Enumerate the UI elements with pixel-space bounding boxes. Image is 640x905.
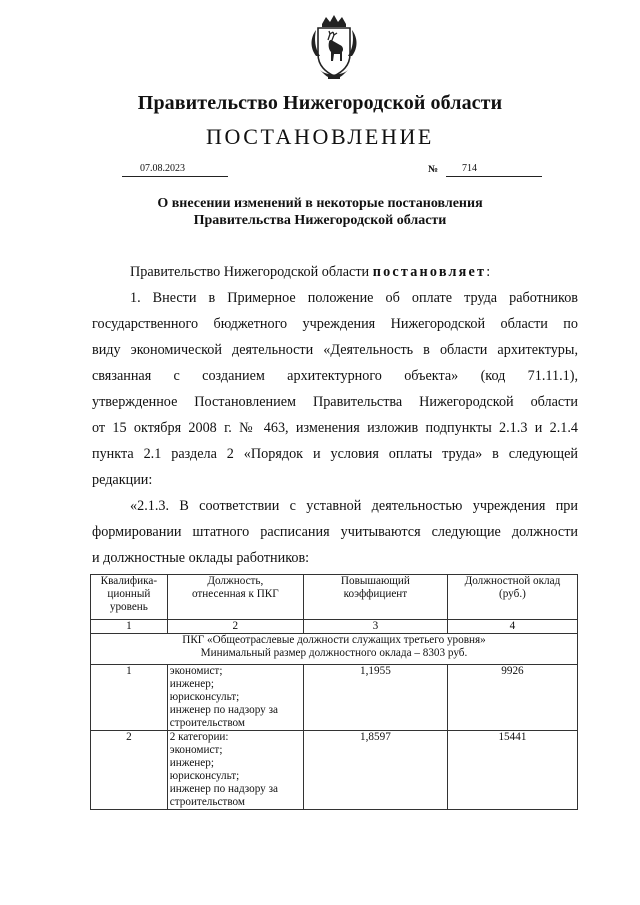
quote-line: формировании штатного расписания учитываются следующие должности xyxy=(92,524,578,540)
position-item: инженер по надзору за xyxy=(169,704,278,716)
salary-cell: 9926 xyxy=(447,665,577,731)
group-row xyxy=(91,634,578,665)
position-item: строительством xyxy=(169,717,245,729)
group-min-salary: Минимальный размер должностного оклада – 8303 руб. xyxy=(200,647,468,659)
document-date: 07.08.2023 xyxy=(122,162,228,177)
title-line-2: Правительства Нижегородской области xyxy=(193,213,447,228)
level-cell: 2 xyxy=(91,731,168,810)
coefficient-cell: 1,1955 xyxy=(303,665,447,731)
intro-prefix: Правительство Нижегородской области xyxy=(130,264,373,280)
government-name: Правительство Нижегородской области xyxy=(137,92,503,114)
group-cell xyxy=(91,634,578,665)
document-number: 714 xyxy=(446,162,542,177)
position-item: экономист; xyxy=(169,744,223,756)
header-line: Квалифика- xyxy=(100,575,158,587)
salary-cell: 15441 xyxy=(447,731,577,810)
position-item: экономист; xyxy=(169,665,223,677)
header-line: ционный xyxy=(107,588,151,600)
table-row xyxy=(91,731,578,810)
positions-cell xyxy=(167,665,303,731)
position-item: инженер; xyxy=(169,678,214,690)
document-type: ПОСТАНОВЛЕНИЕ xyxy=(206,124,434,149)
paragraph-1-line: 1. Внести в Примерное положение об оплате труда работников xyxy=(130,290,578,306)
position-item: строительством xyxy=(169,796,245,808)
header-line: Должностной оклад xyxy=(464,575,561,587)
table-row xyxy=(91,665,578,731)
position-item: юрисконсульт; xyxy=(169,770,240,782)
header-line: (руб.) xyxy=(499,588,526,600)
intro-resolves: постановляет xyxy=(372,264,487,280)
column-number: 4 xyxy=(447,620,577,634)
column-number-row xyxy=(91,620,578,634)
column-number: 2 xyxy=(167,620,303,634)
header-salary xyxy=(447,575,577,620)
document-title xyxy=(0,195,640,229)
intro-paragraph xyxy=(92,259,578,285)
number-label: № xyxy=(428,164,439,175)
paragraph-1-line: пункта 2.1 раздела 2 «Порядок и условия оплаты труда» в следующей xyxy=(92,446,578,462)
quote-line: «2.1.3. В соответствии с уставной деятельностью учреждения при xyxy=(130,498,578,514)
position-item: юрисконсульт; xyxy=(169,691,240,703)
paragraph-1-line: государственного бюджетного учреждения Нижегородской области по xyxy=(92,316,578,332)
paragraph-1-line: от 15 октября 2008 г. № 463, изменения изложив подпункты 2.1.3 и 2.1.4 xyxy=(92,420,578,436)
level-cell: 1 xyxy=(91,665,168,731)
quote-line: и должностные оклады работников: xyxy=(92,550,310,566)
header-line: коэффициент xyxy=(343,588,408,600)
header-qualification-level xyxy=(91,575,168,620)
paragraph-1 xyxy=(92,285,578,493)
paragraph-1-line: виду экономической деятельности «Деятельность в области архитектуры, xyxy=(92,342,578,358)
header-line: уровень xyxy=(109,601,148,613)
group-title: ПКГ «Общеотраслевые должности служащих третьего уровня» xyxy=(182,634,486,646)
positions-cell xyxy=(167,731,303,810)
table-header-row xyxy=(91,575,578,620)
header-position xyxy=(167,575,303,620)
coat-of-arms-icon xyxy=(302,14,366,82)
header-line: отнесенная к ПКГ xyxy=(191,588,279,600)
column-number: 1 xyxy=(91,620,168,634)
quote-paragraph xyxy=(92,493,578,571)
header-coefficient xyxy=(303,575,447,620)
paragraph-1-line: редакции: xyxy=(92,472,153,488)
position-item: инженер; xyxy=(169,757,214,769)
position-item: 2 категории: xyxy=(169,731,229,743)
column-number: 3 xyxy=(303,620,447,634)
paragraph-1-line: утвержденное Постановлением Правительства Нижегородской области xyxy=(92,394,578,410)
header-line: Повышающий xyxy=(340,575,410,587)
paragraph-1-line: связанная с созданием архитектурного объекта» (код 71.11.1), xyxy=(92,368,578,384)
salary-table xyxy=(90,574,578,810)
title-line-1: О внесении изменений в некоторые постановления xyxy=(157,196,483,211)
intro-suffix: : xyxy=(486,264,491,280)
coefficient-cell: 1,8597 xyxy=(303,731,447,810)
header-line: Должность, xyxy=(207,575,264,587)
position-item: инженер по надзору за xyxy=(169,783,278,795)
